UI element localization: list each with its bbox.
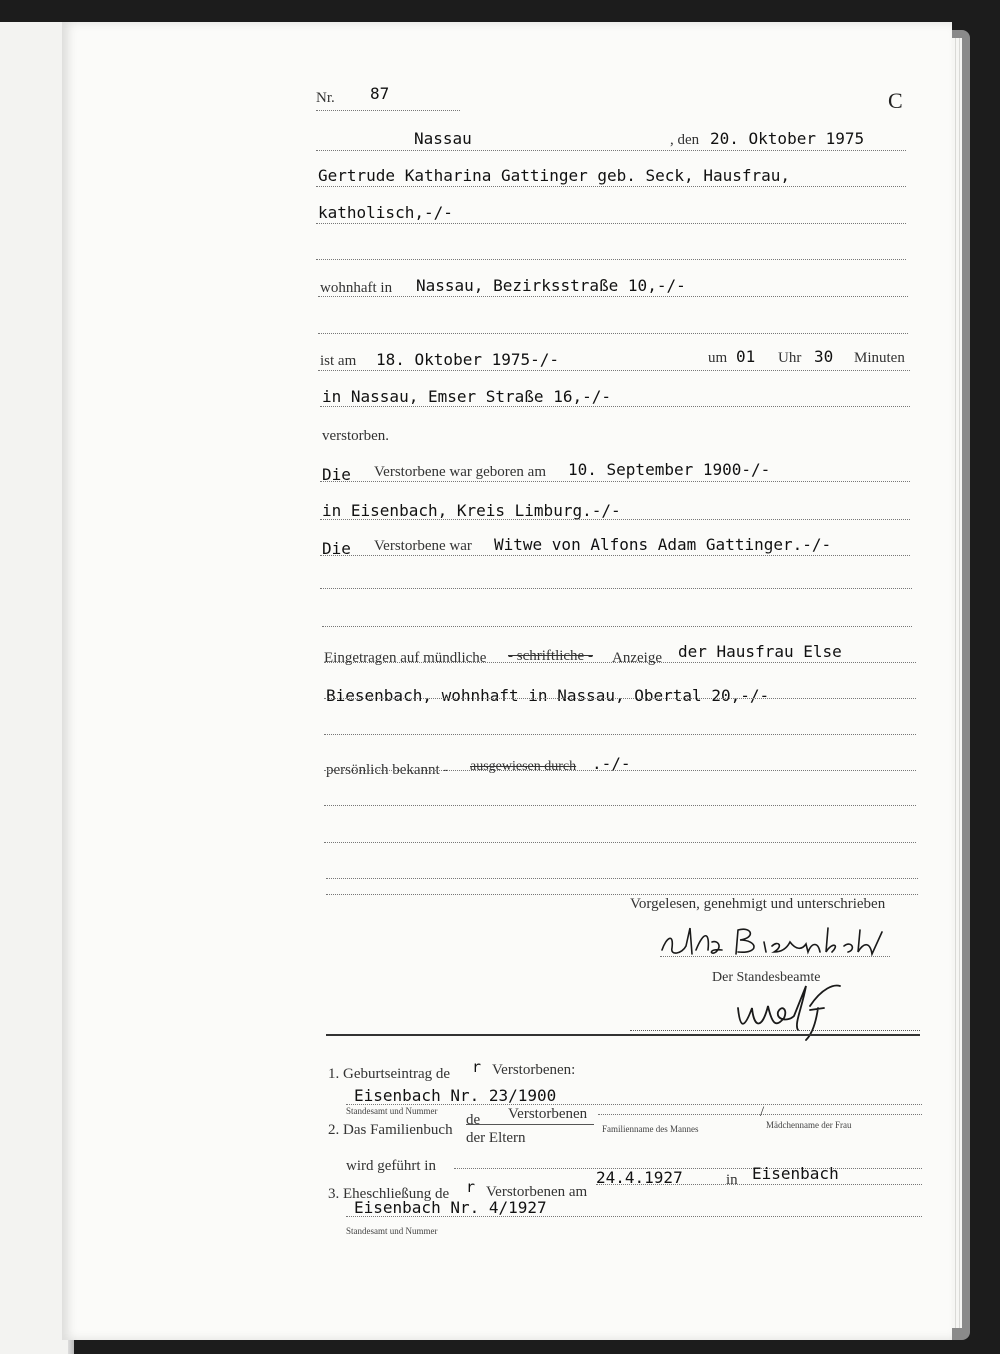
left-page (0, 22, 71, 1354)
item3-value: Eisenbach Nr. 4/1927 (354, 1198, 547, 1217)
item3-mid: Verstorbenen am (486, 1184, 588, 1200)
informant-rule-2 (324, 698, 916, 699)
familienname-caption: Familienname des Mannes (602, 1124, 699, 1134)
blank-rule-4 (322, 626, 912, 627)
blank-rule-9 (326, 894, 918, 895)
item1-label: 1. Geburtseintrag de (328, 1066, 451, 1082)
item1-r: r (472, 1058, 482, 1076)
minute-value: 30 (814, 347, 834, 366)
war-label: Verstorbene war (374, 538, 472, 554)
blank-rule-6 (324, 805, 916, 806)
birth-date-rule (320, 481, 910, 482)
date-value: 20. Oktober 1975 (710, 129, 865, 148)
ausgewiesen-struck: ausgewiesen durch (470, 759, 577, 774)
gefuehrt-label: wird geführt in (346, 1158, 436, 1174)
footer-separator (326, 1034, 920, 1036)
person-line2-rule (316, 223, 906, 224)
bekannt-rule (324, 770, 916, 771)
item2-eltern: der Eltern (466, 1130, 526, 1146)
place-date-line (316, 150, 906, 151)
wohnhaft-rule (318, 296, 908, 297)
nr-label: Nr. (316, 90, 335, 106)
blank-rule-3 (320, 588, 912, 589)
series-letter: C (888, 88, 903, 113)
item3-rule-2 (346, 1216, 922, 1217)
die-1: Die (322, 465, 351, 484)
signature-wolf (732, 978, 852, 1042)
nr-value: 87 (370, 84, 390, 103)
birth-place: in Eisenbach, Kreis Limburg.-/- (322, 501, 621, 520)
anzeige-label: Anzeige (612, 650, 662, 666)
death-register-page (62, 22, 952, 1340)
ist-am-label: ist am (320, 353, 357, 369)
birth-date: 10. September 1900-/- (568, 460, 771, 479)
minuten-label: Minuten (854, 350, 905, 366)
item1-value: Eisenbach Nr. 23/1900 (354, 1086, 557, 1105)
item2-label: 2. Das Familienbuch (328, 1122, 453, 1138)
wohnhaft-value: Nassau, Bezirksstraße 10,-/- (416, 276, 686, 295)
item1-rule (346, 1104, 922, 1105)
blank-rule-5 (324, 734, 916, 735)
signature2-rule (630, 1030, 920, 1031)
place-value: Nassau (414, 129, 472, 148)
verstorben-label: verstorben. (322, 428, 390, 444)
death-date-rule (318, 370, 910, 371)
wohnhaft-label: wohnhaft in (320, 280, 393, 296)
person-line1: Gertrude Katharina Gattinger geb. Seck, Hausfrau, (318, 166, 791, 185)
birth-place-rule (320, 519, 910, 520)
gefuehrt-rule (454, 1168, 922, 1169)
informant-line1: der Hausfrau Else (678, 642, 842, 661)
item1-suffix: Verstorbenen: (492, 1062, 576, 1078)
bekannt-suffix: .-/- (592, 754, 631, 773)
hour-value: 01 (736, 347, 756, 366)
vorgelesen-text: Vorgelesen, genehmigt und unterschrieben (630, 896, 886, 912)
item2-slash: / (760, 1104, 765, 1120)
item3-r: r (466, 1178, 476, 1196)
um-label: um (708, 350, 728, 366)
item1-standesamt-caption: Standesamt und Nummer (346, 1106, 438, 1116)
signature-else-biesenbach (656, 920, 892, 966)
nr-line (316, 110, 460, 111)
blank-rule-2 (318, 333, 908, 334)
date-prefix: , den (670, 132, 700, 148)
item3-rule-1 (596, 1184, 922, 1185)
uhr-label: Uhr (778, 350, 802, 366)
death-place-rule (320, 406, 910, 407)
person-line2: katholisch,-/- (318, 203, 453, 222)
informant-rule-1 (324, 662, 916, 663)
blank-rule-7 (324, 842, 916, 843)
item2-de-underline (466, 1124, 594, 1125)
item3-in: in (726, 1172, 738, 1188)
item2-verstorbenen: Verstorbenen (508, 1106, 588, 1122)
die-2: Die (322, 539, 351, 558)
maedchenname-caption: Mädchenname der Frau (766, 1120, 852, 1130)
status-value: Witwe von Alfons Adam Gattinger.-/- (494, 535, 832, 554)
blank-rule-1 (316, 259, 906, 260)
item2-de: de (466, 1112, 481, 1128)
born-label: Verstorbene war geboren am (374, 464, 547, 480)
person-line1-rule (316, 186, 906, 187)
schriftliche-struck: - schriftliche - (508, 648, 593, 664)
item3-standesamt-caption: Standesamt und Nummer (346, 1226, 438, 1236)
item3-date: 24.4.1927 (596, 1168, 683, 1187)
status-rule (320, 555, 910, 556)
death-date: 18. Oktober 1975-/- (376, 350, 560, 369)
eingetragen-label: Eingetragen auf mündliche (324, 650, 487, 666)
standesbeamte-label: Der Standesbeamte (712, 970, 821, 985)
death-place: in Nassau, Emser Straße 16,-/- (322, 387, 611, 406)
item3-place: Eisenbach (752, 1164, 839, 1183)
blank-rule-8 (326, 878, 918, 879)
bekannt-label: persönlich bekannt - (326, 762, 449, 778)
signature1-rule (660, 956, 890, 957)
informant-line2: Biesenbach, wohnhaft in Nassau, Obertal 20,-/- (326, 686, 770, 705)
item3-label: 3. Eheschließung de (328, 1186, 450, 1202)
